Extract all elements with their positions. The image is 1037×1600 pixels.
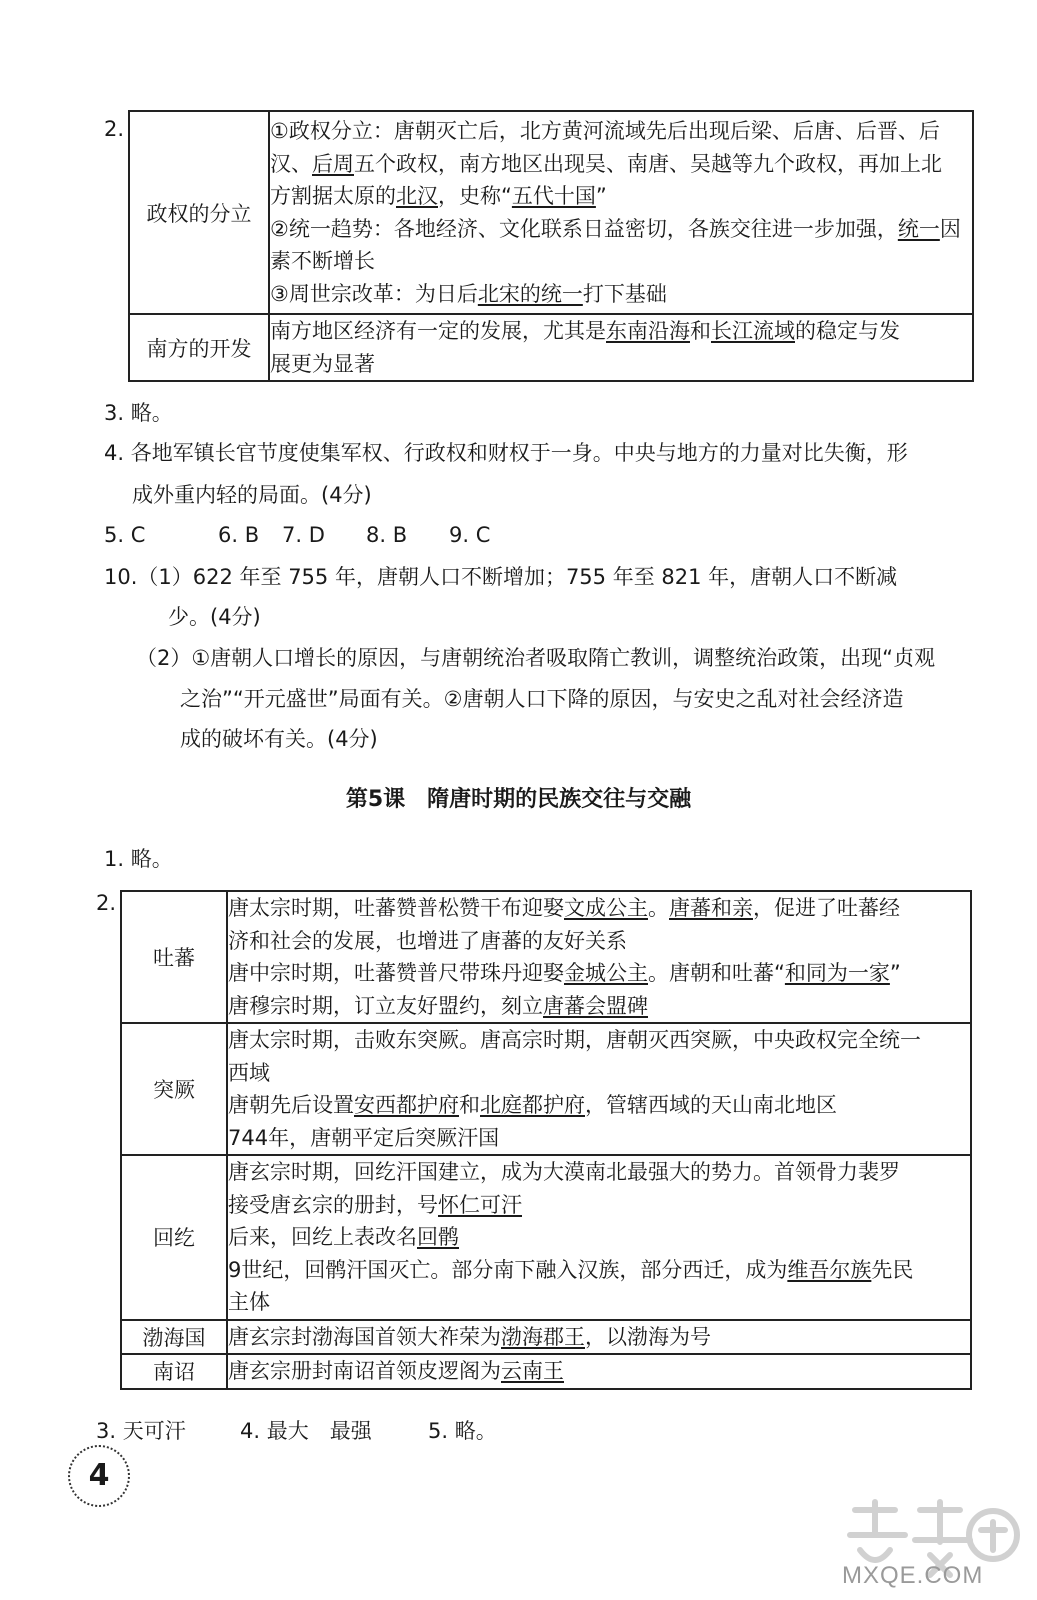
mc-answer: 9. C bbox=[449, 523, 491, 547]
table2-content-line bbox=[228, 1189, 970, 1222]
text-segment: 汉、 bbox=[270, 151, 312, 176]
table1-content-line bbox=[270, 213, 972, 246]
text-segment: 744年，唐朝平定后突厥汗国 bbox=[228, 1125, 500, 1150]
table2-row-content bbox=[227, 1354, 971, 1389]
table1-content-line bbox=[270, 315, 972, 348]
table2-row bbox=[121, 1155, 971, 1320]
text-segment: 和 bbox=[690, 319, 711, 343]
table2-content-line bbox=[228, 957, 970, 990]
table1-row bbox=[129, 111, 973, 314]
text-segment: 。唐朝和吐蕃“ bbox=[648, 961, 785, 985]
answer-q4-line2: 成外重内轻的局面。(4分) bbox=[132, 483, 372, 507]
table2-content-line bbox=[228, 1221, 970, 1254]
multiple-choice-answers bbox=[104, 518, 804, 552]
table2-content-line bbox=[228, 1321, 970, 1354]
answer-q3: 3. 略。 bbox=[104, 401, 173, 425]
text-segment: 后来，回纥上表改名 bbox=[228, 1225, 417, 1249]
table2-content-line bbox=[228, 892, 970, 925]
underlined-key-term: 回鹘 bbox=[417, 1225, 459, 1249]
table2-row-content bbox=[227, 891, 971, 1023]
table2-content-line bbox=[228, 990, 970, 1023]
text-segment: 先民 bbox=[871, 1257, 914, 1282]
text-segment: 。 bbox=[648, 896, 669, 920]
underlined-key-term: 唐蕃和亲 bbox=[669, 896, 753, 920]
question-number-2: 2. bbox=[104, 117, 125, 141]
text-segment: 唐穆宗时期，订立友好盟约，刻立 bbox=[228, 993, 543, 1018]
table2-content-line bbox=[228, 1024, 970, 1057]
table2-row-label: 回纥 bbox=[121, 1155, 227, 1320]
table2-content-line bbox=[228, 1286, 970, 1319]
table2-content-line bbox=[228, 1057, 970, 1090]
underlined-key-term: 长江流域 bbox=[711, 319, 795, 343]
answer-q10-part2-line1: （2）①唐朝人口增长的原因，与唐朝统治者吸取隋亡教训，调整统治政策，出现“贞观 bbox=[136, 646, 936, 670]
underlined-key-term: 文成公主 bbox=[564, 896, 648, 920]
text-segment: 素不断增长 bbox=[270, 249, 375, 273]
underlined-key-term: 云南王 bbox=[501, 1359, 564, 1383]
section-title: 第5课 隋唐时期的民族交往与交融 bbox=[345, 787, 692, 812]
underlined-key-term: 和同为一家 bbox=[784, 961, 890, 985]
page-number: 4 bbox=[68, 1445, 130, 1507]
mc-answer: 8. B bbox=[366, 523, 408, 547]
mc-answer: 7. D bbox=[282, 523, 325, 547]
text-segment: ，以渤海为号 bbox=[585, 1324, 711, 1349]
table2-row-label: 吐蕃 bbox=[121, 891, 227, 1023]
underlined-key-term: 北汉 bbox=[396, 184, 438, 208]
text-segment: 唐太宗时期，击败东突厥。唐高宗时期，唐朝灭西突厥，中央政权完全统一 bbox=[228, 1028, 921, 1052]
text-segment: 唐中宗时期，吐蕃赞普尺带珠丹迎娶 bbox=[228, 961, 564, 985]
text-segment: 方割据太原的 bbox=[270, 184, 396, 208]
table2-row-content bbox=[227, 1023, 971, 1155]
answer-q10-part2-line3: 成的破坏有关。(4分) bbox=[180, 727, 378, 751]
text-segment: 唐玄宗册封南诏首领皮逻阁为 bbox=[228, 1359, 501, 1383]
table1-row-label: 政权的分立 bbox=[129, 111, 269, 314]
text-segment: ②统一趋势：各地经济、文化联系日益密切，各族交往进一步加强， bbox=[270, 216, 898, 241]
table2-content-line bbox=[228, 1089, 970, 1122]
table1-content-line bbox=[270, 180, 972, 213]
lesson5-answer-q3: 3. 天可汗 bbox=[96, 1419, 186, 1443]
watermark-text: MXQE.COM bbox=[842, 1562, 984, 1589]
mc-answer: 5. C bbox=[104, 523, 146, 547]
table2-row bbox=[121, 1023, 971, 1155]
table2-row bbox=[121, 1354, 971, 1389]
underlined-key-term: 怀仁可汗 bbox=[438, 1192, 522, 1217]
table2-row-content bbox=[227, 1320, 971, 1355]
answer-table-ethnic-relations bbox=[120, 890, 972, 1390]
table2-content-line bbox=[228, 1254, 970, 1287]
answer-q10-part1-line1: 10.（1）622 年至 755 年，唐朝人口不断增加；755 年至 821 年，唐朝人口不断减 bbox=[104, 565, 898, 589]
text-segment: ” bbox=[595, 184, 607, 208]
lesson5-answer-q4: 4. 最大 最强 bbox=[240, 1419, 372, 1443]
lesson5-answer-q5: 5. 略。 bbox=[428, 1419, 497, 1443]
table1-row-label: 南方的开发 bbox=[129, 314, 269, 381]
underlined-key-term: 唐蕃会盟碑 bbox=[543, 993, 648, 1018]
text-segment: 唐太宗时期，吐蕃赞普松赞干布迎娶 bbox=[228, 896, 564, 920]
text-segment: 唐玄宗时期，回纥汗国建立，成为大漠南北最强大的势力。首领骨力裴罗 bbox=[228, 1160, 900, 1184]
table1-content-line bbox=[270, 348, 972, 381]
text-segment: ，史称“ bbox=[438, 184, 512, 208]
text-segment: 五个政权，南方地区出现吴、南唐、吴越等九个政权，再加上北 bbox=[354, 151, 942, 176]
text-segment: 唐朝先后设置 bbox=[228, 1093, 354, 1117]
table1-row bbox=[129, 314, 973, 381]
answer-table-political-division bbox=[128, 110, 974, 382]
underlined-key-term: 东南沿海 bbox=[606, 319, 690, 343]
answer-q4-line1: 4. 各地军镇长官节度使集军权、行政权和财权于一身。中央与地方的力量对比失衡，形 bbox=[104, 441, 908, 465]
underlined-key-term: 五代十国 bbox=[511, 184, 596, 208]
table2-row-label: 突厥 bbox=[121, 1023, 227, 1155]
underlined-key-term: 金城公主 bbox=[564, 961, 648, 985]
text-segment: 西域 bbox=[228, 1060, 270, 1085]
table2-row bbox=[121, 1320, 971, 1355]
table2-content-line bbox=[228, 1122, 970, 1155]
table2-row-content bbox=[227, 1155, 971, 1320]
underlined-key-term: 北庭都护府 bbox=[480, 1093, 585, 1117]
text-segment: ” bbox=[889, 961, 901, 985]
text-segment: 主体 bbox=[228, 1290, 270, 1314]
text-segment: ①政权分立：唐朝灭亡后，北方黄河流域先后出现后梁、后唐、后晋、后 bbox=[270, 119, 940, 143]
table1-content-line bbox=[270, 278, 972, 311]
underlined-key-term: 北宋的统一 bbox=[477, 281, 583, 306]
table1-content-line bbox=[270, 245, 972, 278]
text-segment: 南方地区经济有一定的发展，尤其是 bbox=[270, 319, 606, 343]
lesson5-answer-q1: 1. 略。 bbox=[104, 847, 173, 871]
answer-q10-part1-line2: 少。(4分) bbox=[168, 605, 261, 629]
text-segment: 因 bbox=[939, 216, 961, 241]
mc-answer: 6. B bbox=[218, 523, 260, 547]
table2-row-label: 渤海国 bbox=[121, 1320, 227, 1355]
underlined-key-term: 统一 bbox=[897, 216, 940, 241]
text-segment: 打下基础 bbox=[582, 281, 667, 306]
text-segment: ，促进了吐蕃经 bbox=[753, 896, 900, 920]
text-segment: ③周世宗改革：为日后 bbox=[270, 281, 478, 306]
text-segment: 济和社会的发展，也增进了唐蕃的友好关系 bbox=[228, 928, 627, 953]
table1-row-content bbox=[269, 111, 973, 314]
answer-q10-part2-line2: 之治”“开元盛世”局面有关。②唐朝人口下降的原因，与安史之乱对社会经济造 bbox=[180, 687, 904, 711]
table1-content-line bbox=[270, 115, 972, 148]
text-segment: ，管辖西域的天山南北地区 bbox=[585, 1093, 837, 1117]
table2-row bbox=[121, 891, 971, 1023]
text-segment: 的稳定与发 bbox=[795, 319, 900, 343]
table2-row-label: 南诏 bbox=[121, 1354, 227, 1389]
text-segment: 和 bbox=[459, 1093, 480, 1117]
table1-row-content bbox=[269, 314, 973, 381]
underlined-key-term: 安西都护府 bbox=[354, 1093, 459, 1117]
text-segment: 展更为显著 bbox=[270, 351, 375, 376]
lesson5-question-number-2: 2. bbox=[96, 891, 117, 915]
underlined-key-term: 渤海郡王 bbox=[501, 1324, 585, 1349]
text-segment: 接受唐玄宗的册封，号 bbox=[228, 1192, 438, 1217]
text-segment: 唐玄宗封渤海国首领大祚荣为 bbox=[228, 1324, 501, 1349]
underlined-key-term: 后周 bbox=[312, 151, 354, 176]
table2-content-line bbox=[228, 1355, 970, 1388]
table2-content-line bbox=[228, 1156, 970, 1189]
underlined-key-term: 维吾尔族 bbox=[787, 1257, 872, 1282]
text-segment: 9世纪，回鹘汗国灭亡。部分南下融入汉族，部分西迁，成为 bbox=[228, 1257, 788, 1282]
table1-content-line bbox=[270, 148, 972, 181]
table2-content-line bbox=[228, 925, 970, 958]
